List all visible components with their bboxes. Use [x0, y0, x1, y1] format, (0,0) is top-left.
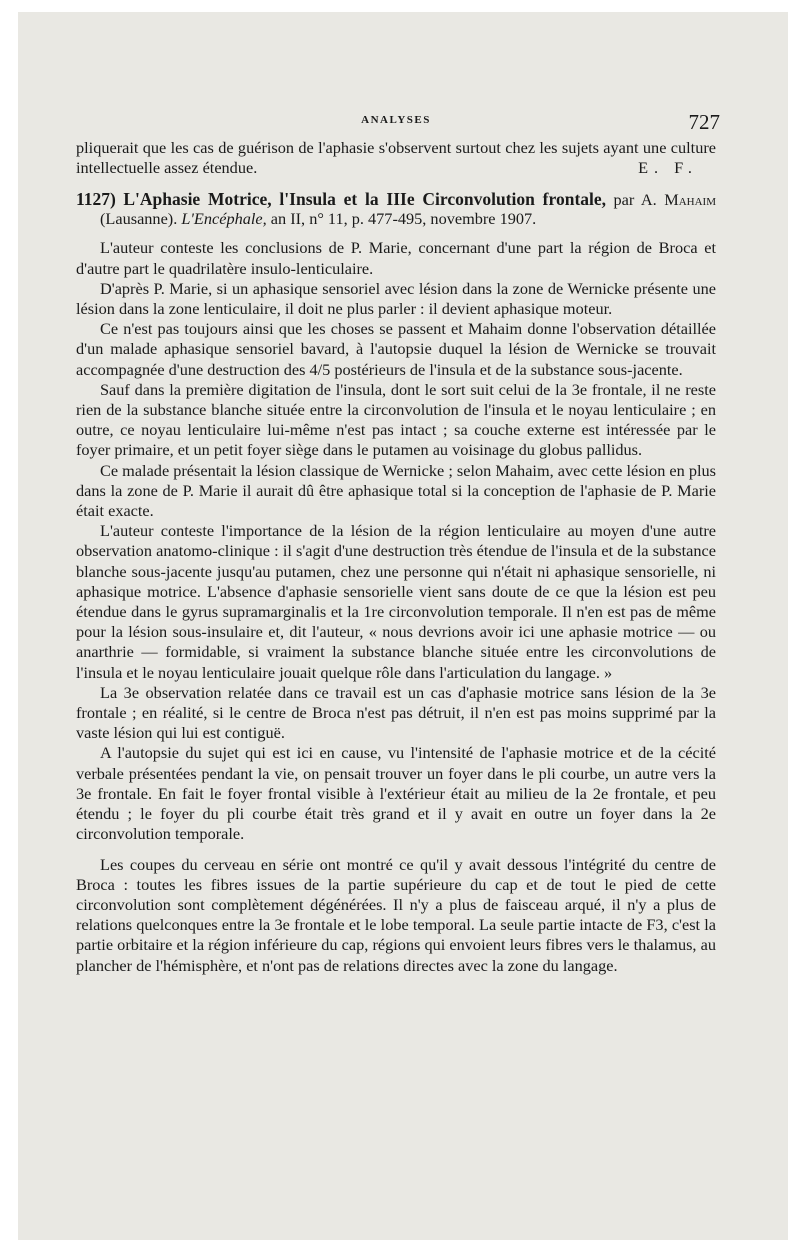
review-journal: L'Encéphale, — [181, 209, 267, 229]
body-paragraph-3: Ce n'est pas toujours ainsi que les choses se passent et Mahaim donne l'observation détaillée d'un malade aphasique sensoriel bavard, à l'autopsie duquel la lésion de Wernicke se trouvait accompagnée d'une destruction des 4/5 postérieurs de l'insula et de la substance sous-jacente. — [76, 319, 716, 379]
body-paragraph-5: Ce malade présentait la lésion classique de Wernicke ; selon Mahaim, avec cette lésion en plus dans la zone de P. Marie il aurait dû être aphasique total si la conception de l'aphasie de P. Marie était exacte. — [76, 460, 716, 521]
body-paragraph-6: L'auteur conteste l'importance de la lésion de la région lenticulaire au moyen d'une autre observation anatomo-clinique : il s'agit d'une destruction très étendue de l'insula et de la substance blanche sous-jacente jusqu'au putamen, chez une personne qui n'était ni aphasique sensorielle, ni aphasique motrice. L'absence d'aphasie sensorielle vient sans doute de ce que la lésion est peu étendue dans le gyrus supramarginalis et la 1re circonvolution temporale. Il n'en est pas de même pour la lésion sous-insulaire et, dit l'auteur, « nous devrions avoir ici une aphasie motrice — ou anarthrie — formidable, si vraiment la substance blanche située entre les circonvolutions de l'insula et le noyau lenticulaire jouait quelque rôle dans l'articulation du langage. » — [76, 521, 716, 682]
review-affiliation: (Lausanne). — [100, 209, 178, 229]
journal-page — [76, 108, 720, 976]
running-title: ANALYSES — [361, 114, 431, 126]
paragraph-gap — [76, 845, 716, 855]
review-heading — [76, 190, 716, 228]
review-citation: an II, n° 11, p. 477-495, novembre 1907. — [270, 209, 537, 229]
page-number: 727 — [688, 110, 720, 134]
body-paragraph-9: Les coupes du cerveau en série ont montré ce qu'il y avait dessous l'intégrité du centre de Broca : toutes les fibres issues de la partie supérieure du cap et de tout le pied de cette circonvolution sont complètement dégénérées. Il n'y a plus de faisceau arqué, il n'y a plus de relations quelconques entre la 3e frontale et le lobe temporal. La seule partie intacte de F3, c'est la partie orbitaire et la région inférieure du cap, régions qui envoient leurs fibres vers le thalamus, au plancher de l'hémisphère, et n'ont pas de relations directes avec la zone du langage. — [76, 854, 716, 975]
body-paragraph-7: La 3e observation relatée dans ce travail est un cas d'aphasie motrice sans lésion de la 3e frontale ; en réalité, si le centre de Broca n'est pas détruit, il n'en est pas moins supprimé par la vaste lésion qui lui est contiguë. — [76, 682, 716, 743]
reviewer-signature: E. F. — [638, 158, 698, 178]
review-by: par A. — [613, 190, 657, 210]
running-header — [76, 108, 720, 138]
body-paragraph-1: L'auteur conteste les conclusions de P. Marie, concernant d'une part la région de Broca et d'autre part le quadrilatère insulo-lenticulaire. — [76, 238, 716, 278]
body-paragraph-8: A l'autopsie du sujet qui est ici en cause, vu l'intensité de l'aphasie motrice et de la cécité verbale présentées pendant la vie, on pensait trouver un foyer dans le pli courbe, un autre vers la 3e frontale. En fait le foyer frontal visible à l'extérieur était au milieu de la 2e frontale, et peu étendu ; le foyer du pli courbe était très grand et il y avait en outre un foyer dans la 2e circonvolution temporale. — [76, 743, 716, 844]
body-paragraph-4: Sauf dans la première digitation de l'insula, dont le sort suit celui de la 3e frontale, il ne reste rien de la substance blanche située entre la circonvolution de l'insula et le noyau lenticulaire ; en outre, ce noyau lenticulaire lui-même n'est pas intact ; sa couche externe est intéressée par le foyer primaire, et un petit foyer siège dans le putamen au voisinage du globus pallidus. — [76, 379, 716, 460]
previous-review-text: pliquerait que les cas de guérison de l'aphasie s'observent surtout chez les sujets ayant une culture intellectuelle assez étendue. — [76, 138, 716, 178]
review-number: 1127) — [76, 189, 116, 210]
review-title: L'Aphasie Motrice, l'Insula et la IIIe Circonvolution frontale, — [123, 189, 607, 210]
review-body — [76, 238, 716, 975]
previous-review-ending — [76, 138, 716, 178]
body-paragraph-2: D'après P. Marie, si un aphasique sensoriel avec lésion dans la zone de Wernicke présente une lésion dans la zone lenticulaire, il doit ne plus parler : il devient aphasique moteur. — [76, 278, 716, 319]
review-author: Mahaim — [664, 190, 717, 210]
